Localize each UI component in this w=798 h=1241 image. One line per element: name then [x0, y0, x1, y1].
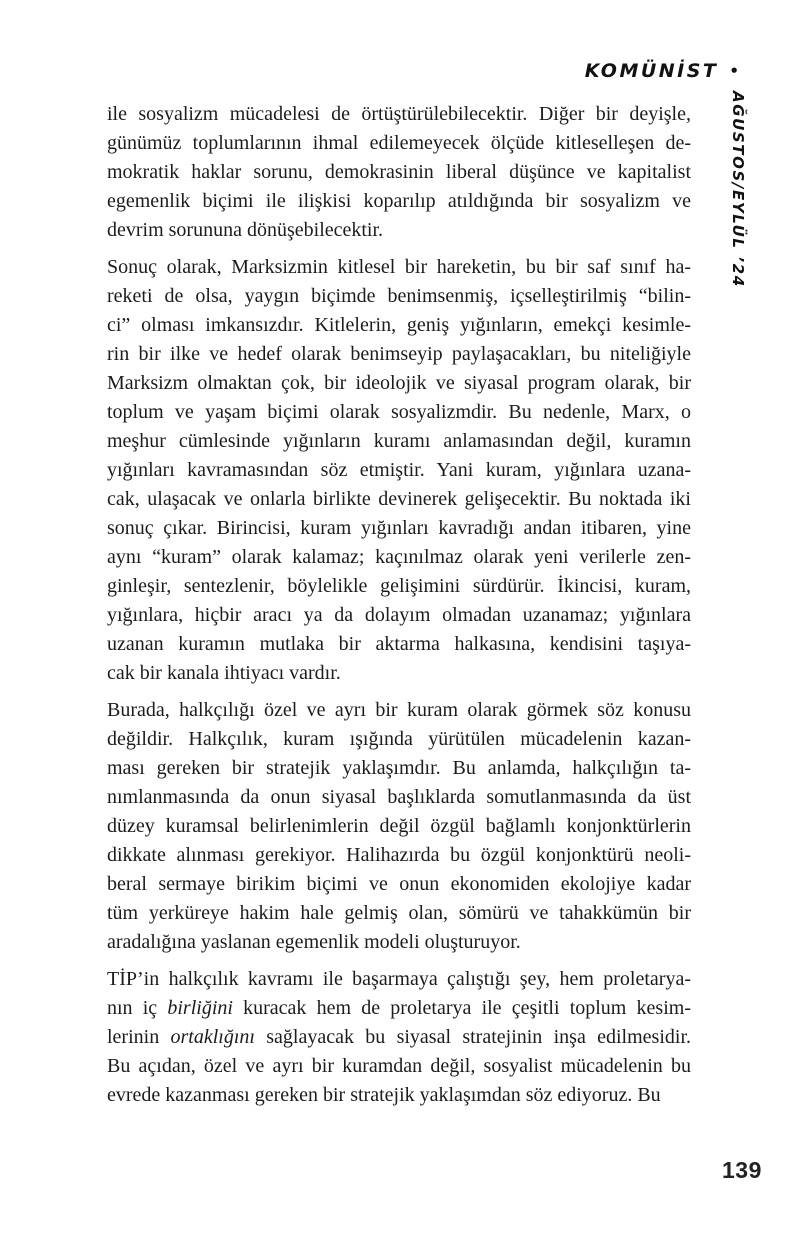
text-line: TİP’in halkçılık kavramı ile başarmaya çalıştığı şey, hem proletarya- [107, 968, 691, 990]
text-line: aynı “kuram” olarak kalamaz; kaçınılmaz olarak yeni verilerle zen- [107, 546, 691, 568]
text-line: cak bir kanala ihtiyacı vardır. [107, 662, 341, 684]
page-number: 139 [722, 1157, 762, 1183]
text-line: dikkate alınması gerekiyor. Halihazırda bu özgül konjonktürü neoli- [107, 844, 691, 866]
magazine-title: KOMÜNİST [584, 60, 719, 82]
text-line: Sonuç olarak, Marksizmin kitlesel bir hareketin, bu bir saf sınıf ha- [107, 256, 691, 278]
text-line: yığınları kavramasından söz etmiştir. Yani kuram, yığınlara uzana- [107, 459, 691, 481]
text-line: beral sermaye birikim biçimi ve onun ekonomiden ekolojiye kadar [107, 873, 691, 895]
paragraph [107, 100, 691, 245]
article-body [107, 100, 691, 1118]
text-line: mokratik haklar sorunu, demokrasinin liberal düşünce ve kapitalist [107, 161, 691, 183]
paragraph [107, 253, 691, 688]
text-line: devrim sorununa dönüşebilecektir. [107, 219, 384, 241]
text-line: meşhur cümlesinde yığınların kuramı anlamasından değil, kuramın [107, 430, 691, 452]
text-line: Marksizm olmaktan çok, bir ideolojik ve siyasal program olarak, bir [107, 372, 691, 394]
text-line: değildir. Halkçılık, kuram ışığında yürütülen mücadelenin kazan- [107, 728, 691, 750]
text-line: toplum ve yaşam biçimi olarak sosyalizmdir. Bu nedenle, Marx, o [107, 401, 691, 423]
text-line: tüm yerküreye hakim hale gelmiş olan, sömürü ve tahakkümün bir [107, 902, 691, 924]
text-line: evrede kazanması gereken bir stratejik yaklaşımdan söz ediyoruz. Bu [107, 1084, 661, 1106]
text-line: Bu açıdan, özel ve ayrı bir kuramdan değil, sosyalist mücadelenin bu [107, 1055, 691, 1077]
text-line: ginleşir, sentezlenir, böylelikle gelişimini sürdürür. İkincisi, kuram, [107, 575, 691, 597]
text-line: nın iç birliğini kuracak hem de proletarya ile çeşitli toplum kesim- [107, 997, 691, 1019]
paragraph [107, 965, 691, 1110]
issue-date-vertical: AĞUSTOS/EYLÜL ’24 [729, 91, 747, 288]
text-line: düzey kuramsal belirlenimlerin değil özgül bağlamlı konjonktürlerin [107, 815, 691, 837]
text-line: aradalığına yaslanan egemenlik modeli oluşturuyor. [107, 931, 521, 953]
text-line: ması gereken bir stratejik yaklaşımdır. Bu anlamda, halkçılığın ta- [107, 757, 691, 779]
text-line: günümüz toplumlarının ihmal edilemeyecek ölçüde kitleselleşen de- [107, 132, 691, 154]
text-line: rin bir ilke ve hedef olarak benimseyip paylaşacakları, bu niteliğiyle [107, 343, 691, 365]
text-line: ci” olması imkansızdır. Kitlelerin, geniş yığınların, emekçi kesimle- [107, 314, 691, 336]
masthead [585, 60, 739, 82]
text-line: yığınlara, hiçbir aracı ya da dolayım olmadan uzanamaz; yığınlara [107, 604, 691, 626]
text-line: cak, ulaşacak ve onlarla birlikte devinerek gelişecektir. Bu noktada iki [107, 488, 691, 510]
text-line: Burada, halkçılığı özel ve ayrı bir kuram olarak görmek söz konusu [107, 699, 691, 721]
text-line: egemenlik biçimi ile ilişkisi koparılıp atıldığında bir sosyalizm ve [107, 190, 691, 212]
text-line: sonuç çıkar. Birincisi, kuram yığınları kavradığı andan itibaren, yine [107, 517, 691, 539]
text-line: reketi de olsa, yaygın biçimde benimsenmiş, içselleştirilmiş “bilin- [107, 285, 691, 307]
text-line: lerinin ortaklığını sağlayacak bu siyasal stratejinin inşa edilmesidir. [107, 1026, 691, 1048]
text-line: ile sosyalizm mücadelesi de örtüştürülebilecektir. Diğer bir deyişle, [107, 103, 691, 125]
bullet-icon: • [729, 61, 739, 80]
text-line: uzanan kuramın mutlaka bir aktarma halkasına, kendisini taşıya- [107, 633, 691, 655]
text-line: nımlanmasında da onun siyasal başlıklarda somutlanmasında da üst [107, 786, 691, 808]
paragraph [107, 696, 691, 957]
